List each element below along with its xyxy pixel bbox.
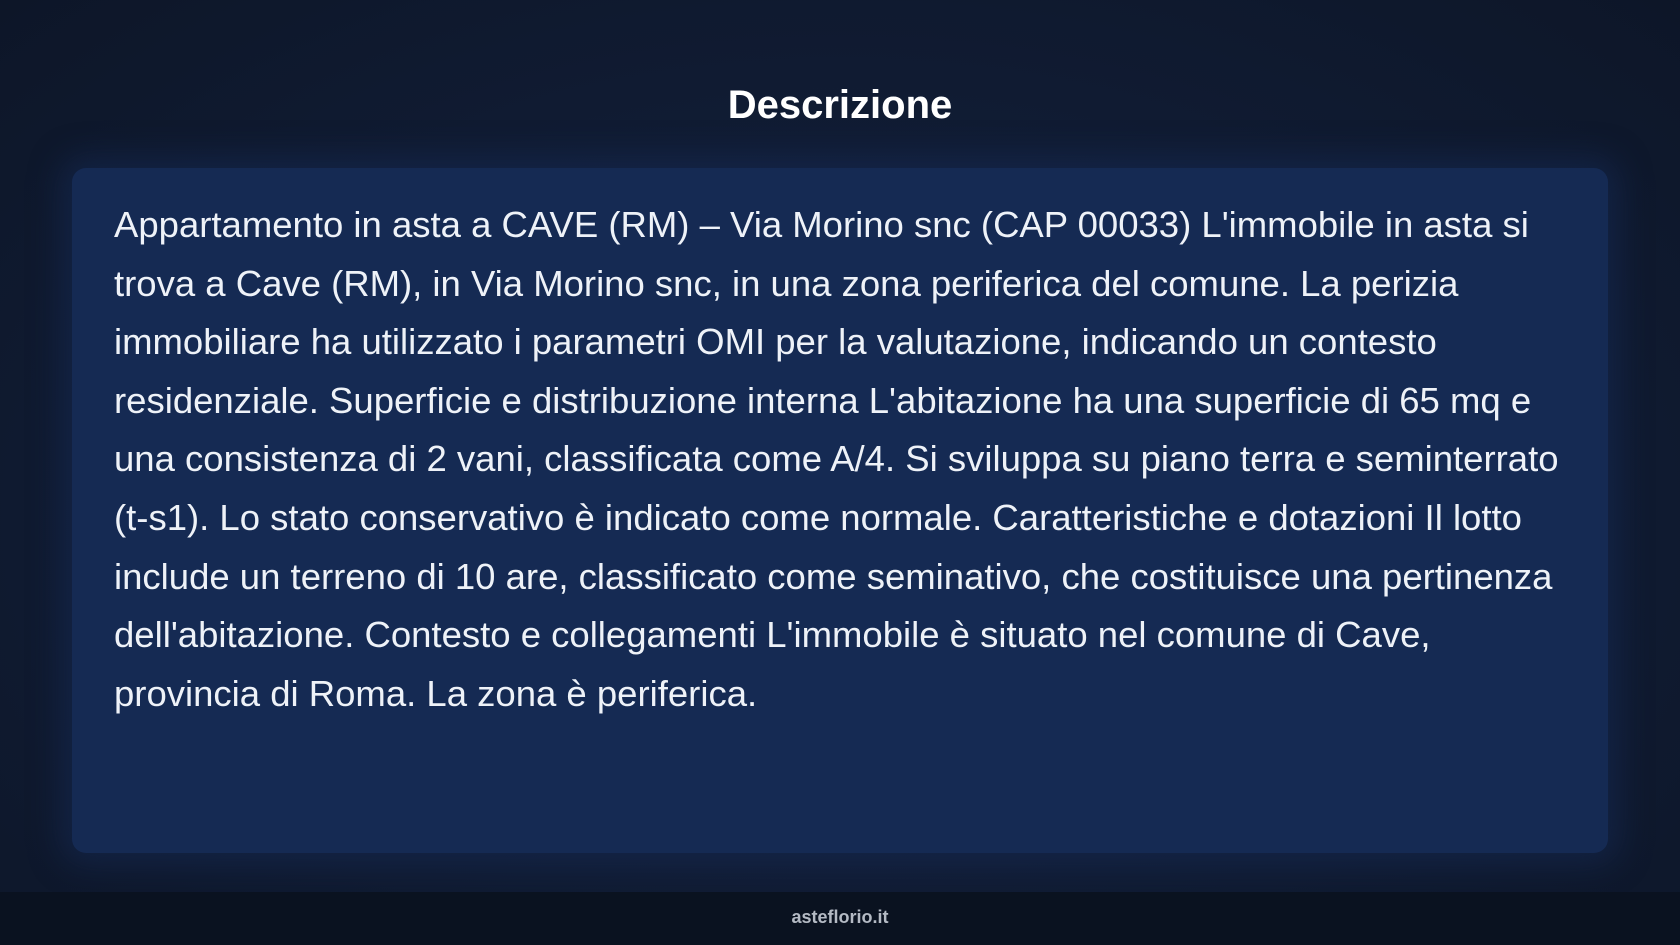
description-text: Appartamento in asta a CAVE (RM) – Via Morino snc (CAP 00033) L'immobile in asta si trova a Cave (RM), in Via Morino snc, in una zona periferica del comune. La perizia immobiliare ha utilizzato i parametri OMI per la valutazione, indicando un contesto residenziale. Superficie e distribuzione interna L'abitazione ha una superficie di 65 mq e una consistenza di 2 vani, classificata come A/4. Si sviluppa su piano terra e seminterrato (t-s1). Lo stato conservativo è indicato come normale. Caratteristiche e dotazioni Il lotto include un terreno di 10 are, classificato come seminativo, che costituisce una pertinenza dell'abitazione. Contesto e collegamenti L'immobile è situato nel comune di Cave, provincia di Roma. La zona è periferica. xyxy=(114,204,1559,714)
footer-brand: asteflorio.it xyxy=(791,907,889,927)
description-panel xyxy=(72,168,1608,853)
page-title: Descrizione xyxy=(727,83,953,127)
footer-bar xyxy=(0,892,1680,945)
